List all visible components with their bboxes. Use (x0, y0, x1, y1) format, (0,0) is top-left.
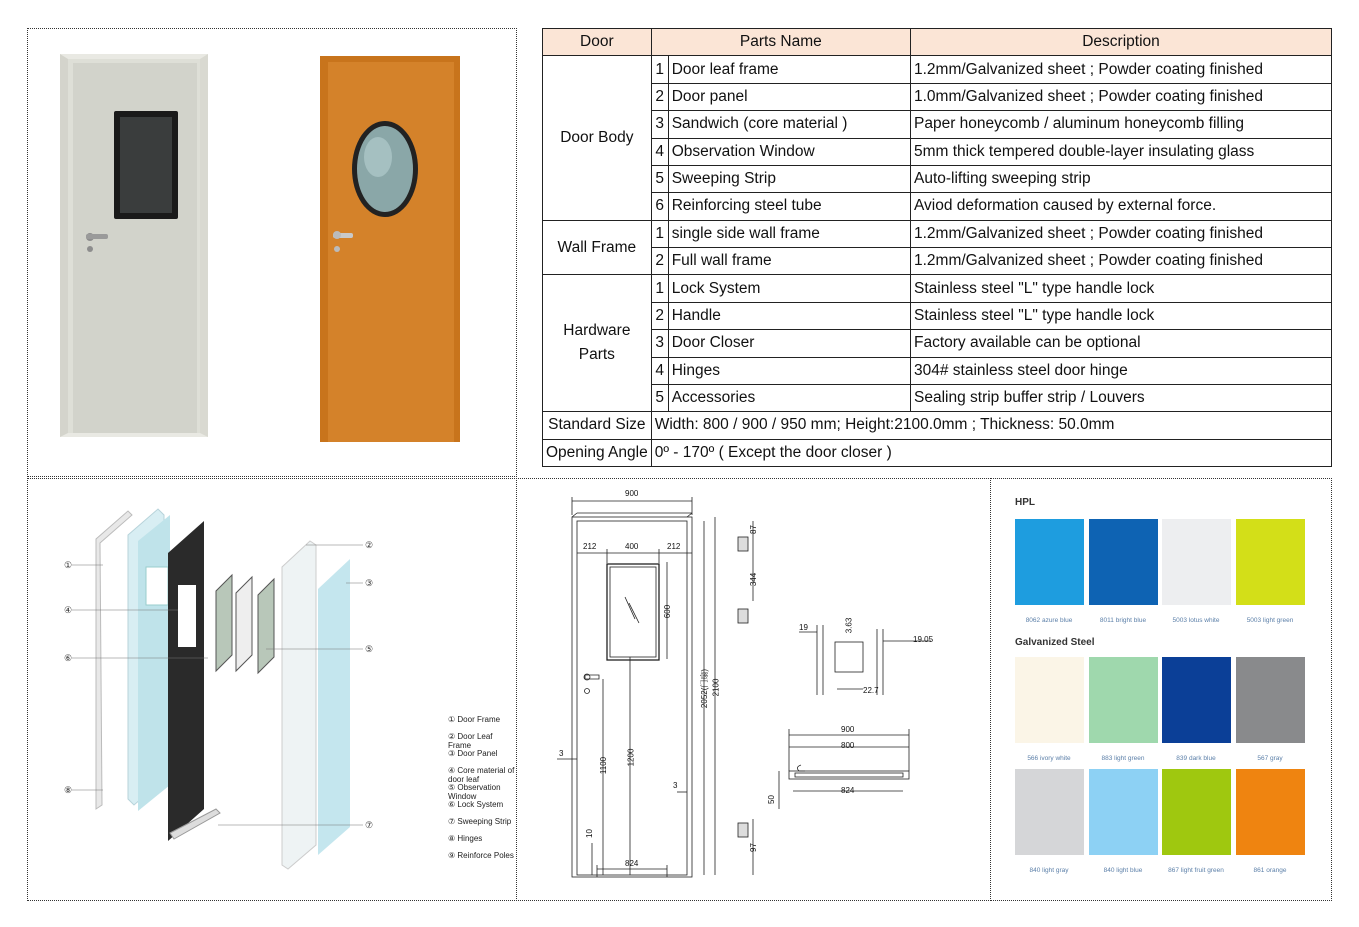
spec-table (542, 28, 1332, 467)
color-swatch-label: 5003 light green (1246, 617, 1294, 624)
orange-door-image (320, 56, 460, 442)
hpl-title: HPL (1015, 497, 1035, 508)
row-desc: Factory available can be optional (911, 330, 1332, 357)
dim-344: 344 (749, 572, 759, 587)
table-row (543, 302, 1332, 329)
callout-3: ③ (365, 578, 374, 588)
color-swatch-label: 840 light gray (1029, 867, 1069, 874)
row-desc: Stainless steel "L" type handle lock (911, 302, 1332, 329)
row-name: Observation Window (668, 138, 910, 165)
row-desc: 1.2mm/Galvanized sheet ; Powder coating finished (911, 220, 1332, 247)
callout-8: ⑧ (64, 785, 73, 795)
legend-item: ⑥ Lock System (448, 800, 504, 809)
table-row (543, 384, 1332, 411)
color-swatch-label: 567 gray (1257, 755, 1283, 762)
opening-angle-label: Opening Angle (543, 439, 652, 466)
table-row (543, 193, 1332, 220)
dim-87: 87 (748, 525, 758, 534)
callout-4: ④ (64, 605, 73, 615)
color-swatch-label: 566 ivory white (1027, 755, 1071, 762)
table-row (543, 357, 1332, 384)
standard-size-label: Standard Size (543, 412, 652, 439)
table-row (543, 330, 1332, 357)
header-parts-name: Parts Name (651, 29, 910, 56)
table-row (543, 275, 1332, 302)
exploded-view-panel (27, 478, 517, 901)
callout-1: ① (64, 560, 73, 570)
legend-item: ⑨ Reinforce Poles (448, 851, 514, 860)
row-num: 1 (651, 56, 668, 83)
row-name: Handle (668, 302, 910, 329)
row-num: 1 (651, 220, 668, 247)
opening-angle-row (543, 439, 1332, 466)
exploded-view-diagram (28, 479, 516, 900)
color-swatch (1236, 657, 1305, 743)
dim-plan-50: 50 (766, 795, 776, 804)
color-swatch (1015, 519, 1084, 605)
color-swatch (1236, 519, 1305, 605)
row-name: Lock System (668, 275, 910, 302)
color-swatch (1162, 657, 1231, 743)
color-swatch-label: 861 orange (1253, 867, 1287, 874)
dim-600: 600 (663, 604, 673, 619)
dim-2052: 2052(门扇) (700, 668, 710, 709)
row-name: Reinforcing steel tube (668, 193, 910, 220)
dim-19: 19 (799, 623, 808, 632)
row-name: Accessories (668, 384, 910, 411)
table-row (543, 220, 1332, 247)
row-desc: Paper honeycomb / aluminum honeycomb filling (911, 111, 1332, 138)
dim-824: 824 (625, 859, 639, 868)
standard-size-row (543, 412, 1332, 439)
opening-angle-value: 0º - 170º ( Except the door closer ) (651, 439, 1331, 466)
color-swatch (1162, 769, 1231, 855)
row-num: 4 (651, 357, 668, 384)
group-door-body: Door Body (543, 56, 652, 220)
standard-size-value: Width: 800 / 900 / 950 mm; Height:2100.0mm ; Thickness: 50.0mm (651, 412, 1331, 439)
row-name: Sandwich (core material ) (668, 111, 910, 138)
legend-item: ⑧ Hinges (448, 834, 483, 843)
header-door: Door (543, 29, 652, 56)
color-swatch-label: 5003 lotus white (1172, 617, 1220, 624)
row-desc: 1.2mm/Galvanized sheet ; Powder coating finished (911, 248, 1332, 275)
callout-5: ⑤ (365, 644, 374, 654)
dim-2100: 2100 (711, 678, 721, 697)
color-swatch (1089, 519, 1158, 605)
color-swatch (1015, 657, 1084, 743)
row-name: Door leaf frame (668, 56, 910, 83)
group-wall-frame: Wall Frame (543, 220, 652, 275)
row-num: 3 (651, 330, 668, 357)
row-num: 2 (651, 248, 668, 275)
color-swatch (1015, 769, 1084, 855)
row-desc: 304# stainless steel door hinge (911, 357, 1332, 384)
color-swatch-label: 840 light blue (1103, 867, 1143, 874)
row-name: single side wall frame (668, 220, 910, 247)
table-header-row (543, 29, 1332, 56)
color-swatch-label: 839 dark blue (1176, 755, 1216, 762)
dim-10: 10 (584, 829, 594, 838)
table-row (543, 165, 1332, 192)
color-swatch-label: 8011 bright blue (1099, 617, 1147, 624)
group-hardware-parts: Hardware Parts (543, 275, 652, 412)
color-swatch (1236, 769, 1305, 855)
dim-plan-900: 900 (841, 725, 855, 734)
row-desc: Sealing strip buffer strip / Louvers (911, 384, 1332, 411)
row-num: 3 (651, 111, 668, 138)
dim-3-63: 3.63 (844, 617, 854, 634)
dim-1100: 1100 (599, 756, 609, 775)
table-row (543, 56, 1332, 83)
legend-item: ① Door Frame (448, 715, 501, 724)
row-num: 2 (651, 83, 668, 110)
row-desc: 1.2mm/Galvanized sheet ; Powder coating finished (911, 56, 1332, 83)
color-swatch-label: 8062 azure blue (1025, 617, 1073, 624)
row-num: 4 (651, 138, 668, 165)
color-swatch-label: 867 light fruit green (1168, 867, 1224, 874)
row-num: 5 (651, 384, 668, 411)
table-row (543, 138, 1332, 165)
row-num: 6 (651, 193, 668, 220)
dim-plan-824: 824 (841, 786, 855, 795)
legend-item: ③ Door Panel (448, 749, 498, 758)
table-row (543, 83, 1332, 110)
legend-item: ⑤ Observation Window (448, 783, 501, 801)
dim-212-right: 212 (667, 542, 681, 551)
callout-6: ⑥ (64, 653, 73, 663)
legend-item: ④ Core material of door leaf (448, 766, 515, 784)
dim-3-left: 3 (559, 749, 564, 758)
row-name: Hinges (668, 357, 910, 384)
color-options-panel (990, 478, 1332, 901)
galvanized-title: Galvanized Steel (1015, 637, 1095, 648)
row-desc: Aviod deformation caused by external force. (911, 193, 1332, 220)
row-num: 5 (651, 165, 668, 192)
row-name: Door panel (668, 83, 910, 110)
dim-212-left: 212 (583, 542, 597, 551)
white-door-image (60, 54, 208, 437)
callout-2: ② (365, 540, 374, 550)
row-name: Sweeping Strip (668, 165, 910, 192)
callout-7: ⑦ (365, 820, 374, 830)
dim-400: 400 (625, 542, 639, 551)
door-photos-panel (27, 28, 517, 477)
table-row (543, 111, 1332, 138)
door-photos (28, 29, 516, 476)
dim-3-right: 3 (673, 781, 678, 790)
row-name: Door Closer (668, 330, 910, 357)
row-name: Full wall frame (668, 248, 910, 275)
table-row (543, 248, 1332, 275)
row-num: 2 (651, 302, 668, 329)
dim-19-05: 19.05 (913, 635, 934, 644)
dim-900: 900 (625, 489, 639, 498)
legend-item: ② Door Leaf Frame (448, 732, 493, 750)
legend-item: ⑦ Sweeping Strip (448, 817, 512, 826)
color-swatch (1089, 657, 1158, 743)
dim-22-7: 22.7 (863, 686, 879, 695)
row-desc: Stainless steel "L" type handle lock (911, 275, 1332, 302)
color-swatch (1089, 769, 1158, 855)
dim-97: 97 (748, 843, 758, 852)
row-num: 1 (651, 275, 668, 302)
header-description: Description (911, 29, 1332, 56)
dim-1200: 1200 (626, 748, 636, 767)
color-swatch (1162, 519, 1231, 605)
row-desc: Auto-lifting sweeping strip (911, 165, 1332, 192)
row-desc: 5mm thick tempered double-layer insulating glass (911, 138, 1332, 165)
color-swatch-label: 883 light green (1101, 755, 1145, 762)
technical-drawing-panel (516, 478, 991, 901)
row-desc: 1.0mm/Galvanized sheet ; Powder coating finished (911, 83, 1332, 110)
dim-plan-800: 800 (841, 741, 855, 750)
